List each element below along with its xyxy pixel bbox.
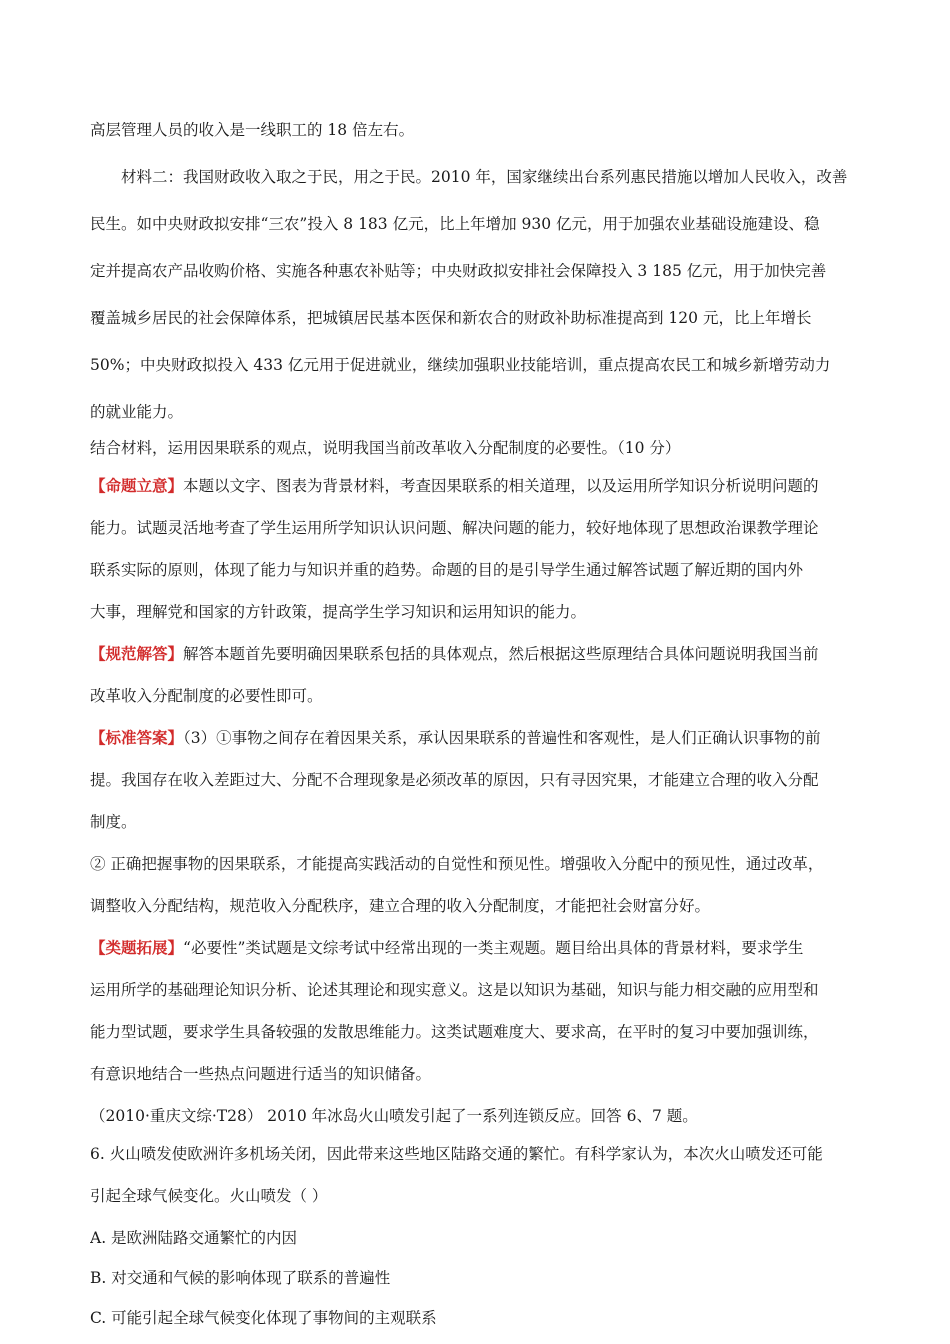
section-tag: 【标准答案】	[90, 728, 184, 747]
line-text: 联系实际的原则，体现了能力与知识并重的趋势。命题的目的是引导学生通过解答试题了解近期的国内外	[90, 561, 804, 579]
text-line	[90, 1226, 297, 1248]
line-text: “必要性”类试题是文综考试中经常出现的一类主观题。题目给出具体的背景材料，要求学生	[183, 939, 804, 957]
text-line	[90, 212, 820, 234]
line-text: 运用所学的基础理论知识分析、论述其理论和现实意义。这是以知识为基础，知识与能力相交融的应用型和	[90, 981, 819, 999]
text-line	[90, 306, 811, 328]
text-line	[90, 600, 586, 622]
line-text: 解答本题首先要明确因果联系包括的具体观点，然后根据这些原理结合具体问题说明我国当前	[183, 645, 819, 663]
line-text: 能力型试题，要求学生具备较强的发散思维能力。这类试题难度大、要求高，在平时的复习中要加强训练，	[90, 1023, 819, 1041]
line-text: 50%；中央财政拟投入 433 亿元用于促进就业，继续加强职业技能培训，重点提高农民工和城乡新增劳动力	[90, 356, 831, 374]
text-line	[90, 978, 819, 1000]
line-text: 制度。	[90, 813, 137, 831]
text-line	[90, 165, 847, 187]
line-text: （3）①事物之间存在着因果关系，承认因果联系的普遍性和客观性，是人们正确认识事物的前	[183, 729, 821, 747]
text-line	[90, 259, 826, 281]
line-text: 引起全球气候变化。火山喷发（ ）	[90, 1187, 328, 1205]
line-text: 能力。试题灵活地考查了学生运用所学知识认识问题、解决问题的能力，较好地体现了思想政治课教学理论	[90, 519, 819, 537]
line-text: 结合材料，运用因果联系的观点，说明我国当前改革收入分配制度的必要性。（10 分）	[90, 439, 681, 457]
section-line	[90, 726, 821, 748]
text-line	[90, 1020, 819, 1042]
section-line	[90, 642, 819, 664]
line-text: B. 对交通和气候的影响体现了联系的普遍性	[90, 1269, 391, 1287]
line-text: （2010·重庆文综·T28） 2010 年冰岛火山喷发引起了一系列连锁反应。回答 6、7 题。	[90, 1107, 698, 1125]
line-text: 高层管理人员的收入是一线职工的 18 倍左右。	[90, 121, 415, 139]
line-text: 提。我国存在收入差距过大、分配不合理现象是必须改革的原因，只有寻因究果，才能建立合理的收入分配	[90, 771, 819, 789]
line-text: 6. 火山喷发使欧洲许多机场关闭，因此带来这些地区陆路交通的繁忙。有科学家认为，本次火山喷发还可能	[90, 1145, 823, 1163]
line-text: 大事，理解党和国家的方针政策，提高学生学习知识和运用知识的能力。	[90, 603, 587, 621]
section-tag: 【命题立意】	[90, 476, 184, 495]
line-text: 的就业能力。	[90, 403, 184, 421]
text-line	[90, 852, 823, 874]
line-text: 民生。如中央财政拟安排“三农”投入 8 183 亿元，比上年增加 930 亿元，用于加强农业基础设施建设、稳	[90, 215, 820, 233]
text-line	[90, 1142, 823, 1164]
text-line	[90, 516, 819, 538]
line-text: 定并提高农产品收购价格、实施各种惠农补贴等；中央财政拟安排社会保障投入 3 185 亿元，用于加快完善	[90, 262, 827, 280]
line-text: 材料二：我国财政收入取之于民，用之于民。2010 年，国家继续出台系列惠民措施以增加人民收入，改善	[121, 168, 848, 186]
line-text: A. 是欧洲陆路交通繁忙的内因	[90, 1229, 298, 1247]
section-line	[90, 474, 819, 496]
line-text: 本题以文字、图表为背景材料，考查因果联系的相关道理，以及运用所学知识分析说明问题的	[183, 477, 819, 495]
section-line	[90, 936, 803, 958]
line-text: ② 正确把握事物的因果联系，才能提高实践活动的自觉性和预见性。增强收入分配中的预见性，通过改革，	[90, 855, 824, 873]
line-text: 调整收入分配结构，规范收入分配秩序，建立合理的收入分配制度，才能把社会财富分好。	[90, 897, 711, 915]
text-line	[90, 1306, 437, 1328]
text-line	[90, 684, 323, 706]
line-text: 有意识地结合一些热点问题进行适当的知识储备。	[90, 1065, 432, 1083]
text-line	[90, 894, 710, 916]
text-line	[90, 353, 830, 375]
text-line	[90, 810, 137, 832]
line-text: 改革收入分配制度的必要性即可。	[90, 687, 323, 705]
line-text: C. 可能引起全球气候变化体现了事物间的主观联系	[90, 1309, 437, 1327]
text-line	[90, 1104, 698, 1126]
text-line	[90, 1062, 431, 1084]
section-tag: 【规范解答】	[90, 644, 184, 663]
text-line	[90, 558, 803, 580]
text-line	[90, 768, 819, 790]
text-line	[90, 400, 183, 422]
text-line	[90, 1266, 390, 1288]
text-line	[90, 436, 680, 458]
section-tag: 【类题拓展】	[90, 938, 184, 957]
text-line	[90, 1184, 327, 1206]
text-line	[90, 118, 414, 140]
line-text: 覆盖城乡居民的社会保障体系，把城镇居民基本医保和新农合的财政补助标准提高到 120 元，比上年增长	[90, 309, 812, 327]
